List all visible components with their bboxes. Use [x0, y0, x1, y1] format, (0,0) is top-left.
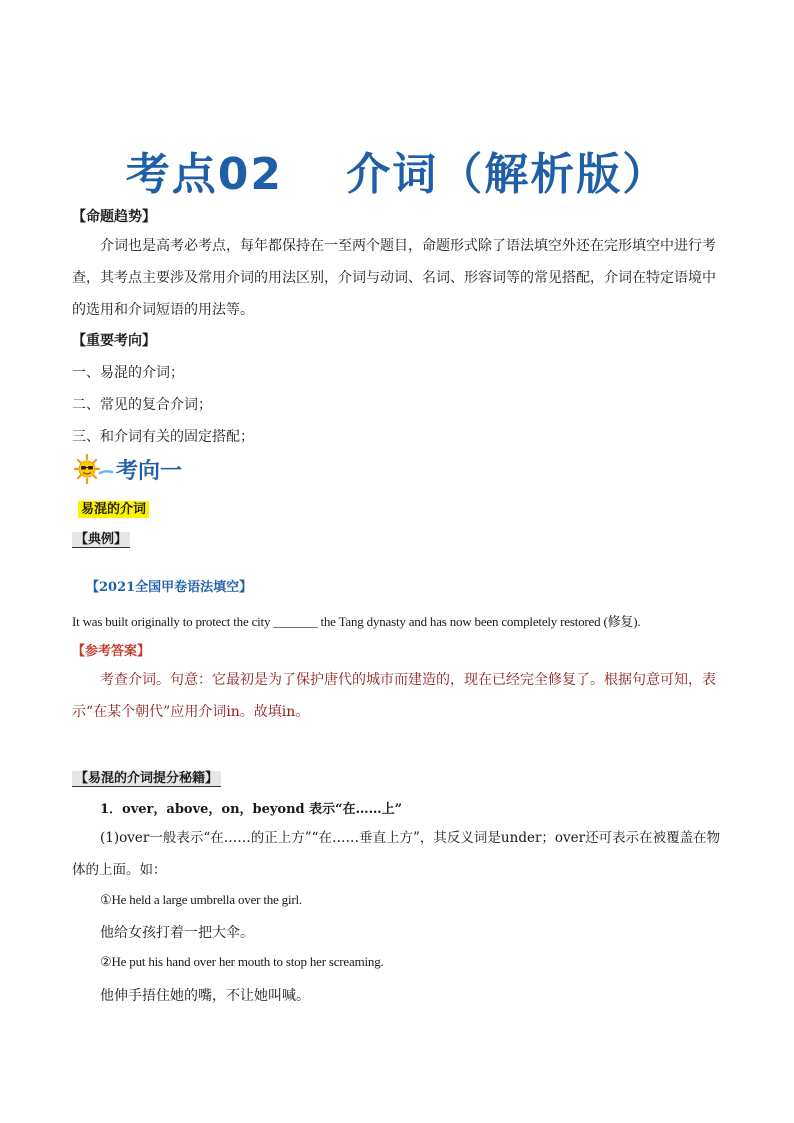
directions-heading: 【重要考向】	[72, 333, 156, 349]
tips-heading	[72, 767, 221, 786]
example-2-en: ②He put his hand over her mouth to stop her screaming.	[100, 954, 384, 969]
direction-item-3: 三、和介词有关的固定搭配；	[72, 429, 254, 445]
example-1-en: ①He held a large umbrella over the girl.	[100, 892, 302, 907]
section-label: 考向一	[116, 458, 183, 484]
example-2-zh: 他伸手捂住她的嘴，不让她叫喊。	[100, 988, 310, 1004]
sun-with-sunglasses-icon	[72, 453, 114, 485]
section-header	[72, 453, 182, 485]
example-heading	[72, 528, 130, 547]
tips-heading-text: 【易混的介词提分秘籍】	[72, 771, 221, 787]
direction-item-2: 二、常见的复合介词；	[72, 397, 212, 413]
trend-body: 介词也是高考必考点，每年都保持在一至两个题目，命题形式除了语法填空外还在完形填空中进行考查，其考点主要涉及常用介词的用法区别，介词与动词、名词、形容词等的常见搭配，介词在特定语境中的选用和介词短语的用法等。	[72, 238, 716, 318]
tip-point-1: 1．over，above，on，beyond 表示“在……上”	[100, 802, 403, 817]
example-1-zh: 他给女孩打着一把大伞。	[100, 925, 254, 941]
trend-heading: 【命题趋势】	[72, 209, 156, 225]
answer-text: 考查介词。句意：它最初是为了保护唐代的城市而建造的，现在已经完全修复了。根据句意可知，表示“在某个朝代”应用介词in。故填in。	[72, 672, 716, 720]
page-title: 考点02 介词（解析版）	[125, 149, 669, 200]
section-tag-text: 易混的介词	[78, 501, 149, 518]
direction-item-1: 一、易混的介词；	[72, 365, 184, 381]
tip-point-1-desc: (1)over一般表示“在……的正上方”“在……垂直上方”，其反义词是under；over还可表示在被覆盖在物体的上面。如：	[72, 830, 721, 878]
question-source: 【2021全国甲卷语法填空】	[86, 580, 253, 595]
example-heading-text: 【典例】	[72, 532, 130, 548]
question-text: It was built originally to protect the city _______ the Tang dynasty and has now been completely restored (修复).	[72, 614, 641, 629]
section-tag	[78, 498, 149, 517]
answer-heading: 【参考答案】	[72, 644, 151, 659]
